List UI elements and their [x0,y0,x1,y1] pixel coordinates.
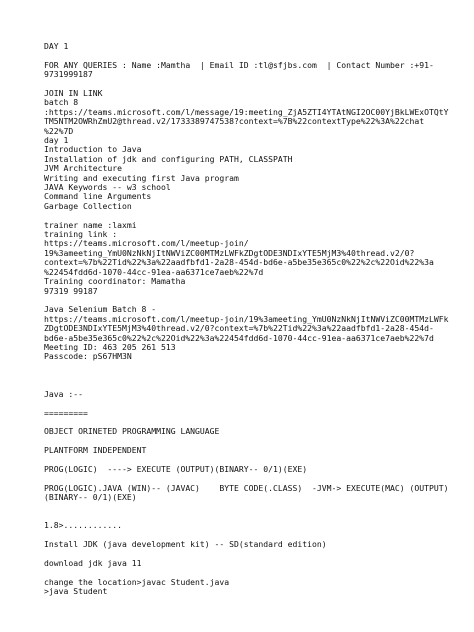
topic-line: JAVA Keywords -- w3 school [44,182,171,193]
java-heading: Java :-- [44,388,83,399]
topic-line: Command line Arguments [44,191,152,202]
selenium-section [44,304,449,362]
version-line: 1.8>............ [44,520,122,531]
batch-link[interactable]: %22%7D [44,125,74,136]
batch-section [44,97,449,211]
batch-link[interactable]: TM5NTM2OWRhZmU2@thread.v2/1733389747538?context=%7B%22contextType%22%3A%22chat [44,116,425,127]
trainer-line: training link : [44,229,118,240]
day-title: DAY 1 [44,41,69,51]
selenium-line: Java Selenium Batch 8 - [44,304,157,315]
topic-line: JVM Architecture [44,163,122,174]
install-jdk-line: Install JDK (java development kit) -- SD(standard edition) [44,539,327,550]
batch-link[interactable]: :https://teams.microsoft.com/l/message/19:meeting_ZjA5ZTI4YTAtNGI2OC00YjBkLWExOTQtY [44,106,449,117]
selenium-link[interactable]: https://teams.microsoft.com/l/meetup-join/19%3ameeting_YmU0NzNkNjItNWViZC00MTMzLWFk [44,313,449,324]
batch-line: day 1 [44,135,69,146]
topic-line: Writing and executing first Java program [44,172,239,183]
training-link[interactable]: %22454fdd6d-1070-44cc-91ea-aa6371ce7aeb%22%7d [44,266,264,277]
prog-java-line: PROG(LOGIC).JAVA (WIN)-- (JAVAC) BYTE CODE(.CLASS) -JVM-> EXECUTE(MAC) (OUTPUT) [44,482,449,493]
trainer-line: Training coordinator: Mamatha [44,276,186,287]
trainer-line: trainer name :laxmi [44,219,137,230]
oop-heading: OBJECT ORINETED PROGRAMMING LANGUAGE [44,426,220,437]
platform-line: PLANTFORM INDEPENDENT [44,445,147,456]
trainer-line: 97319 99187 [44,285,98,296]
selenium-line: Meeting ID: 463 205 261 513 [44,341,176,352]
download-line: download jdk java 11 [44,557,142,568]
rule-line: ========= [44,407,88,418]
trainer-section [44,221,444,296]
selenium-line: Passcode: pS67HM3N [44,351,132,362]
training-link[interactable]: https://teams.microsoft.com/l/meetup-join/ [44,238,249,249]
join-link-label: JOIN IN LINK [44,88,103,98]
training-link[interactable]: context=%7b%22Tid%22%3a%22aadfbfd1-2a28-454d-bd6e-a5be35e365c0%22%2c%22Oid%22%3a [44,257,434,268]
selenium-link[interactable]: ZDgtODE3NDIxYTE5MjM3%40thread.v2/0?context=%7b%22Tid%22%3a%22aadfbfd1-2a28-454d- [44,323,434,334]
topic-line: Garbage Collection [44,200,132,211]
prog-logic-line: PROG(LOGIC) ----> EXECUTE (OUTPUT)(BINARY-- 0/1)(EXE) [44,463,308,474]
command-line: >java Student [44,586,108,597]
queries-line: 9731999187 [44,69,93,80]
training-link[interactable]: 19%3ameeting_YmU0NzNkNjItNWViZC00MTMzLWFkZDgtODE3NDIxYTE5MjM3%40thread.v2/0? [44,247,415,258]
batch-line: batch 8 [44,97,79,108]
command-line: change the location>javac Student.java [44,576,230,587]
selenium-link[interactable]: bd6e-a5be35e365c0%22%2c%22Oid%22%3a%22454fdd6d-1070-44cc-91ea-aa6371ce7aeb%22%7d [44,332,434,343]
topic-line: Installation of jdk and configuring PATH, CLASSPATH [44,153,293,164]
prog-java-line: (BINARY-- 0/1)(EXE) [44,492,137,503]
queries-line: FOR ANY QUERIES : Name :Mamtha | Email ID :tl@sfjbs.com | Contact Number :+91- [44,59,434,70]
topic-line: Introduction to Java [44,144,142,155]
